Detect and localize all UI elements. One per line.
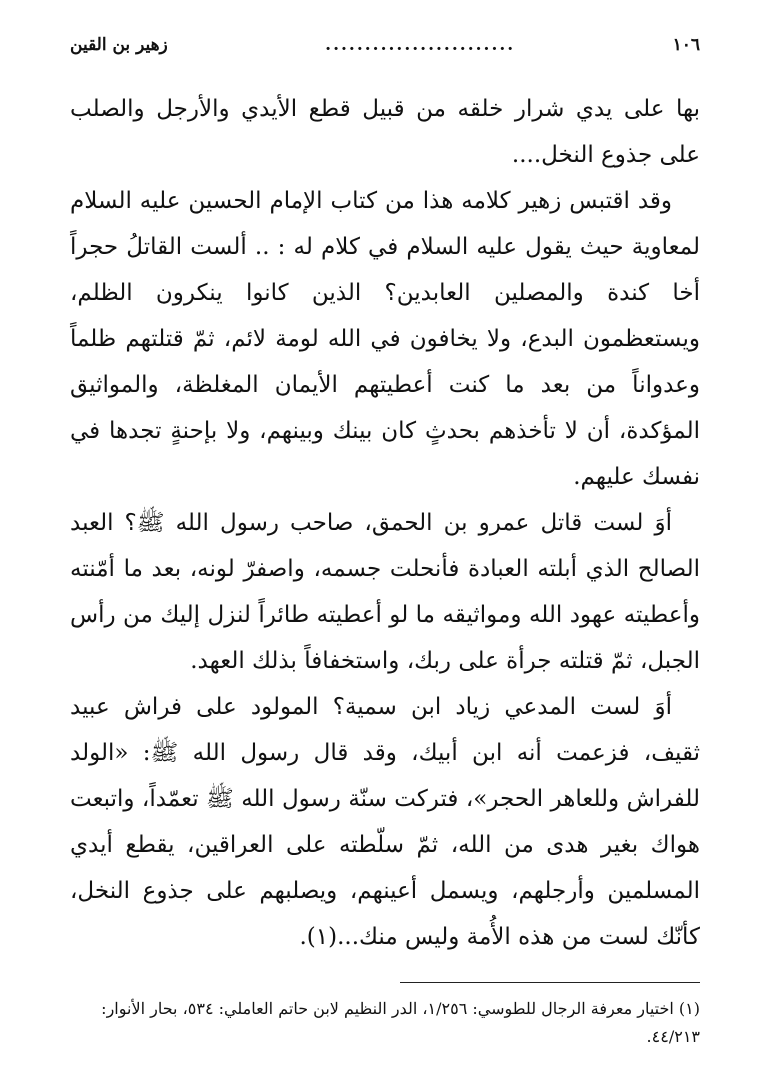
footnote-1: (١) اختيار معرفة الرجال للطوسي: ١/٢٥٦، الدر النظيم لابن حاتم العاملي: ٥٣٤، بحار الأنوار: ٤٤/٢١٣. <box>101 999 700 1046</box>
book-page <box>70 28 700 1051</box>
running-title: زهير بن القين <box>70 35 168 55</box>
paragraph-amr-bin-alhamiq: أوَ لست قاتل عمرو بن الحمق، صاحب رسول الله ﷺ؟ العبد الصالح الذي أبلته العبادة فأنحلت جسمه، واصفرّ لونه، بعد ما أمّنته وأعطيته عهود الله ومواثيقه ما لو أعطيته طائراً لنزل إليك من رأس الجبل، ثمّ قتلته جرأة على ربك، واستخفافاً بذلك العهد. <box>70 510 700 674</box>
page-number: ١٠٦ <box>672 35 700 55</box>
running-head <box>70 28 700 62</box>
paragraph-ziyad-ibn-sumayya: أوَ لست المدعي زياد ابن سمية؟ المولود على فراش عبيد ثقيف، فزعمت أنه ابن أبيك، وقد قال رسول الله ﷺ: «الولد للفراش وللعاهر الحجر»، فتركت سنّة رسول الله ﷺ تعمّداً، واتبعت هواك بغير هدى من الله، ثمّ سلّطته على العراقين، يقطع أيدي المسلمين وأرجلهم، ويسمل أعينهم، ويصلبهم على جذوع النخل، كأنّك لست من هذه الأُمة وليس منك...(١). <box>70 694 700 950</box>
leader-dots: ........................ <box>325 35 516 55</box>
footnote-divider <box>400 982 700 983</box>
footnotes <box>70 995 700 1051</box>
paragraph-continuation: بها على يدي شرار خلقه من قبيل قطع الأيدي والأرجل والصلب على جذوع النخل.... <box>70 96 700 168</box>
body-text <box>70 86 700 960</box>
paragraph-quote-intro: وقد اقتبس زهير كلامه هذا من كتاب الإمام الحسين عليه السلام لمعاوية حيث يقول عليه السلام في كلام له : .. ألست القاتلُ حجراً أخا كندة والمصلين العابدين؟ الذين كانوا ينكرون الظلم، ويستعظمون البدع، ولا يخافون في الله لومة لائم، ثمّ قتلتهم ظلماً وعدواناً من بعد ما كنت أعطيتهم الأيمان المغلظة، والمواثيق المؤكدة، أن لا تأخذهم بحدثٍ كان بينك وبينهم، ولا بإحنةٍ تجدها في نفسك عليهم. <box>70 188 700 490</box>
